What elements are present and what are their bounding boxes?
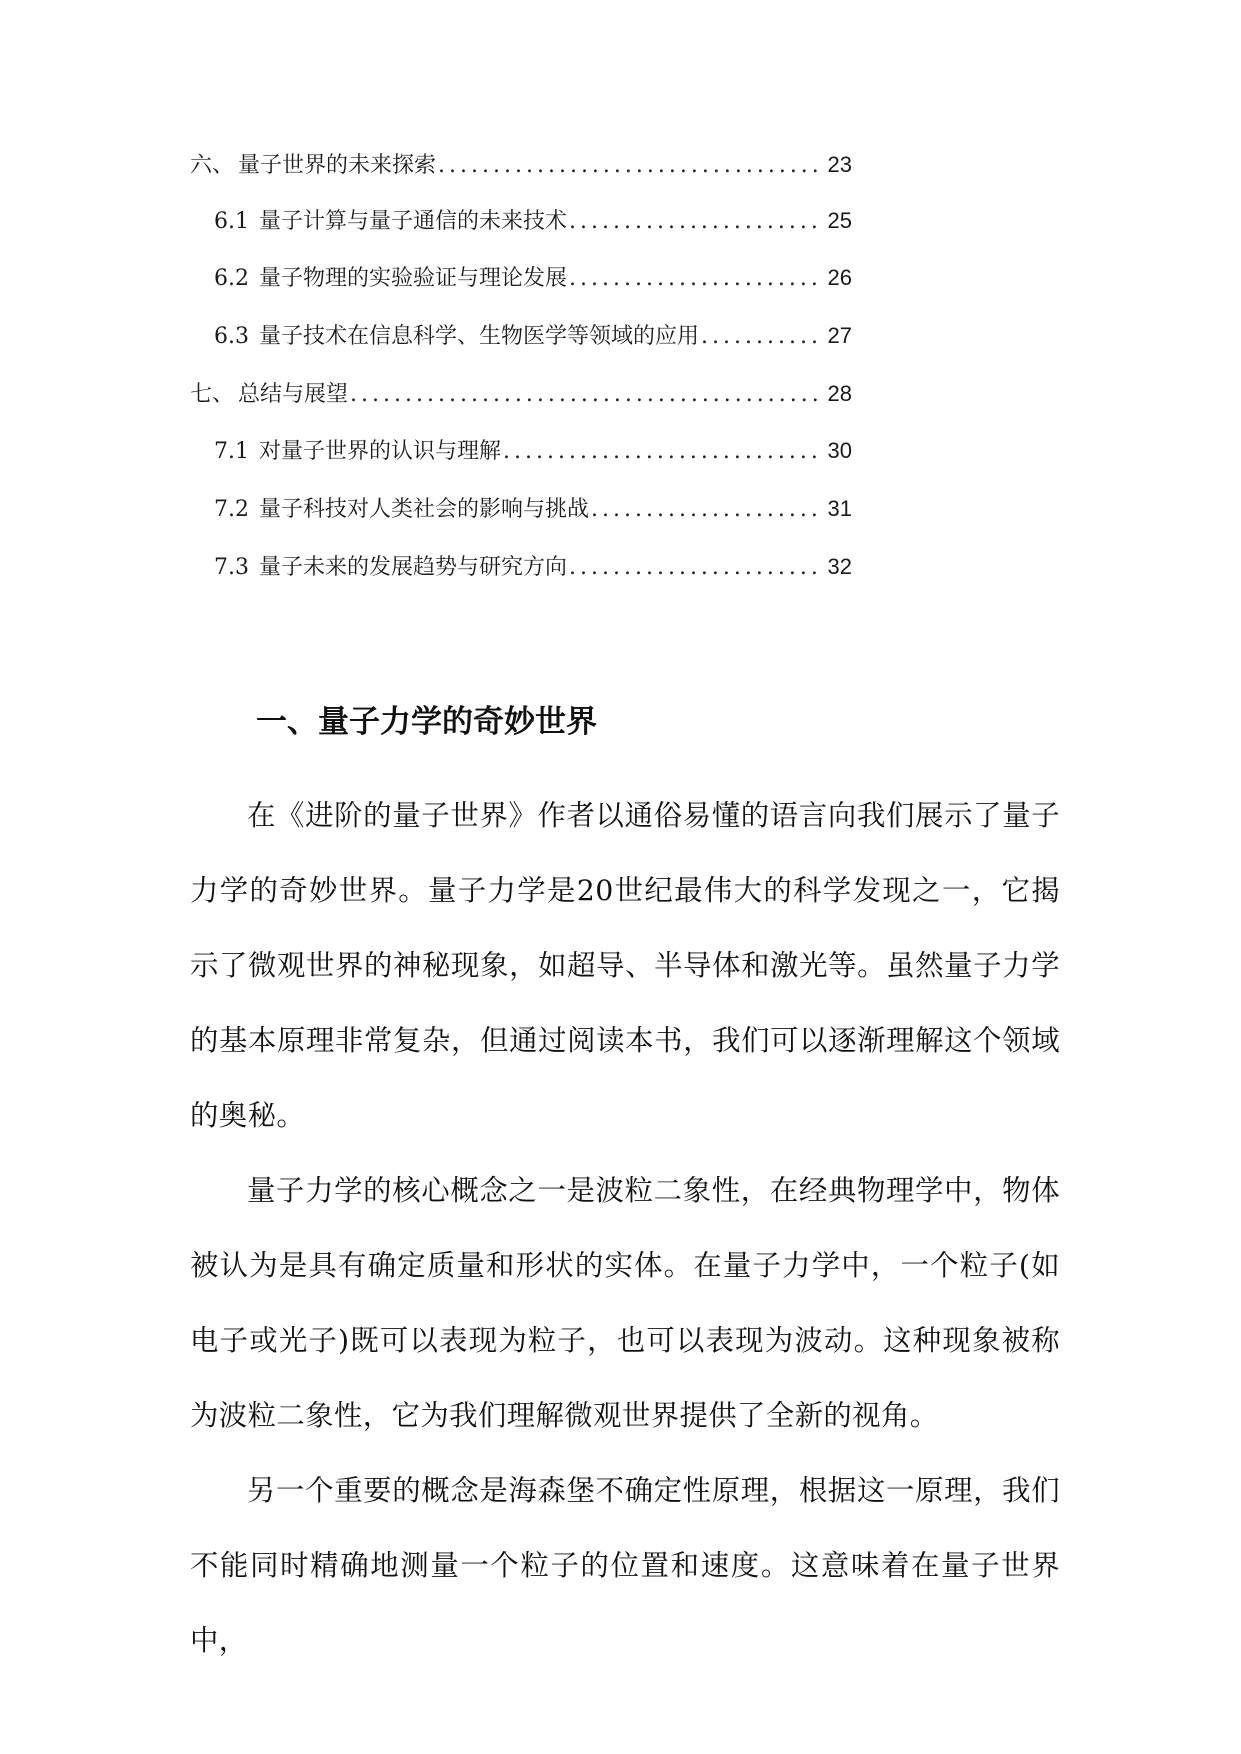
toc-entry-page: 28 (827, 381, 852, 406)
toc-entry[interactable] (214, 494, 852, 524)
toc-entry-number: 七、 (190, 382, 235, 407)
toc-entry-title: 量子技术在信息科学、生物医学等领域的应用 (259, 324, 700, 349)
toc-entry-number: 6.3 (214, 324, 249, 349)
toc-entry-title: 量子计算与量子通信的未来技术 (259, 209, 568, 234)
toc-leader-dots (701, 322, 824, 352)
toc-entry[interactable] (190, 379, 852, 409)
toc-leader-dots (503, 437, 824, 467)
toc-entry-number: 7.2 (214, 497, 249, 522)
toc-entry-number: 6.1 (214, 209, 249, 234)
toc-leader-dots (569, 207, 824, 237)
toc-entry-number: 六、 (190, 153, 235, 178)
toc-leader-dots (569, 264, 824, 294)
toc-entry-page: 27 (827, 323, 852, 348)
toc-entry-page: 30 (827, 438, 852, 463)
toc-entry-page: 31 (827, 496, 852, 521)
toc-entry-page: 26 (827, 265, 852, 290)
toc-entry-title: 量子世界的未来探索 (238, 153, 437, 178)
toc-entry-title: 总结与展望 (238, 382, 349, 407)
toc-entry[interactable] (214, 321, 852, 351)
toc-leader-dots (438, 151, 823, 181)
toc-entry-number: 7.1 (214, 439, 249, 464)
toc-leader-dots (591, 495, 824, 525)
toc-entry-title: 量子科技对人类社会的影响与挑战 (259, 497, 590, 522)
toc-entry-page: 23 (827, 152, 852, 177)
toc-entry-title: 量子物理的实验验证与理论发展 (259, 266, 568, 291)
section-heading: 一、量子力学的奇妙世界 (256, 704, 597, 740)
toc-leader-dots (350, 380, 823, 410)
toc-entry[interactable] (214, 206, 852, 236)
toc-entry[interactable] (214, 436, 852, 466)
toc-entry-page: 25 (827, 208, 852, 233)
toc-entry-number: 7.3 (214, 555, 249, 580)
body-paragraph: 另一个重要的概念是海森堡不确定性原理，根据这一原理，我们不能同时精确地测量一个粒子的位置和速度。这意味着在量子世界中， (190, 1474, 1060, 1657)
body-paragraph: 量子力学的核心概念之一是波粒二象性，在经典物理学中，物体被认为是具有确定质量和形状的实体。在量子力学中，一个粒子(如电子或光子)既可以表现为粒子，也可以表现为波动。这种现象被称为波粒二象性，它为我们理解微观世界提供了全新的视角。 (190, 1174, 1060, 1432)
toc-entry[interactable] (214, 263, 852, 293)
toc-entry-title: 量子未来的发展趋势与研究方向 (259, 555, 568, 580)
toc-entry-number: 6.2 (214, 266, 249, 291)
toc-entry-page: 32 (827, 554, 852, 579)
toc-leader-dots (569, 553, 824, 583)
toc-entry[interactable] (190, 150, 852, 180)
body-paragraph: 在《进阶的量子世界》作者以通俗易懂的语言向我们展示了量子力学的奇妙世界。量子力学是20世纪最伟大的科学发现之一，它揭示了微观世界的神秘现象，如超导、半导体和激光等。虽然量子力学的基本原理非常复杂，但通过阅读本书，我们可以逐渐理解这个领域的奥秘。 (190, 799, 1060, 1132)
toc-entry-title: 对量子世界的认识与理解 (259, 439, 502, 464)
toc-entry[interactable] (214, 552, 852, 582)
